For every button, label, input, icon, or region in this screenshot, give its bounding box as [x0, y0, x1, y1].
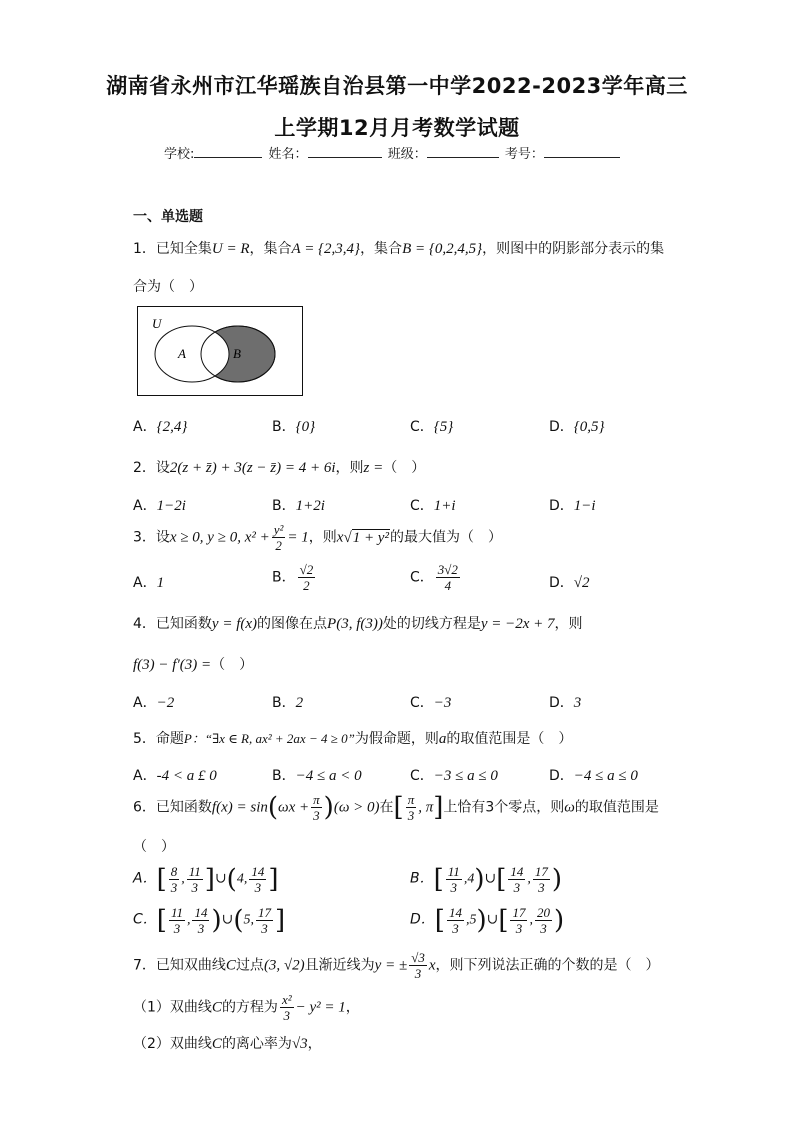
fraction-numerator: x²	[281, 992, 292, 1007]
class-label: 班级：	[387, 147, 427, 162]
fraction-denominator: 3	[513, 880, 521, 895]
q7-text: 且渐近线为	[304, 957, 375, 974]
q5-text: 为假命题，则	[354, 731, 439, 747]
fraction-denominator: 3	[538, 880, 545, 895]
fraction-numerator: 20	[536, 905, 550, 920]
q4-expression: f(3) − f′(3) =	[133, 657, 212, 673]
fraction-denominator: 3	[173, 921, 181, 936]
option-text: 1−i	[573, 498, 596, 514]
fraction-numerator: 14	[251, 864, 265, 879]
q6-condition: (ω > 0)	[333, 799, 380, 816]
section-title: 一、单选题	[133, 209, 203, 225]
q7-curve: C	[211, 999, 222, 1016]
q7-asymptote: y = ±	[374, 957, 408, 974]
q1-text: ，集合	[360, 241, 403, 257]
q6-omega: ω	[564, 799, 575, 816]
q4-point: P(3, f(3))	[327, 616, 383, 632]
q7-asymptote-slope	[409, 950, 427, 981]
school-blank[interactable]	[194, 145, 262, 158]
fraction-numerator: π	[313, 792, 320, 807]
option-label: B．	[272, 419, 296, 435]
q5-option-d[interactable]	[549, 765, 638, 785]
option-text: −4 ≤ a ≤ 0	[573, 768, 638, 784]
interval-value: 4,	[236, 871, 248, 887]
q2-option-c[interactable]	[410, 495, 456, 515]
option-text: {0}	[295, 419, 316, 435]
option-label: A．	[133, 419, 157, 435]
q3-fraction	[272, 522, 286, 553]
option-label: B．	[272, 768, 296, 784]
fraction-numerator: 3√2	[437, 562, 458, 577]
q7-text: ，则下列说法正确的个数的是（ ）	[435, 957, 660, 974]
option-label: B．	[272, 569, 296, 586]
q5-option-b[interactable]	[272, 765, 362, 785]
option-label: D．	[549, 575, 574, 591]
q1-stem	[133, 238, 664, 258]
q7-text: ，	[307, 1036, 322, 1052]
q5-a: a	[438, 731, 447, 747]
fraction-numerator: 14	[194, 905, 208, 920]
q6-text: 的取值范围是	[574, 799, 659, 816]
q3-equals: = 1	[287, 529, 309, 546]
option-text: {2,4}	[156, 419, 188, 435]
q3-stem	[133, 522, 502, 553]
q6-pi-over-3	[311, 792, 322, 823]
q3-option-c[interactable]	[410, 562, 462, 593]
option-label: C．	[410, 419, 434, 435]
q1-set-a: A = {2,3,4}	[291, 241, 361, 257]
q2-text: ，则	[335, 460, 364, 476]
q7-equation-fraction	[280, 992, 294, 1023]
fraction-denominator: 3	[191, 880, 198, 895]
q1-text: ，则图中的阴影部分表示的集	[482, 241, 665, 257]
fraction-numerator: y²	[273, 522, 284, 537]
q4-option-d[interactable]	[549, 692, 581, 712]
fraction-denominator: 2	[275, 538, 282, 553]
option-text: 1+i	[433, 498, 456, 514]
q1-text: 1．已知全集	[133, 241, 212, 257]
q4-text: 处的切线方程是	[382, 616, 481, 632]
q7-text: 过点	[235, 957, 264, 974]
option-label: C．	[410, 569, 434, 586]
option-text: −3	[433, 695, 452, 711]
option-label: C．	[410, 695, 434, 711]
fraction-numerator: √3	[411, 950, 425, 965]
fraction-denominator: 3	[450, 880, 458, 895]
fraction-denominator: 2	[303, 578, 310, 593]
fraction-numerator: 11	[447, 864, 460, 879]
option-text: -4 < a £ 0	[156, 768, 217, 784]
fraction-numerator: √2	[299, 562, 314, 577]
q6-interval-start	[406, 792, 417, 823]
fraction-numerator: 17	[258, 905, 272, 920]
exam-number-label: 考号：	[504, 147, 544, 162]
q3-text: 3．设	[133, 529, 170, 546]
fraction-numerator: 11	[188, 864, 201, 879]
q7-curve: C	[225, 957, 236, 974]
venn-label-u: U	[152, 316, 162, 331]
option-label: C．	[410, 768, 434, 784]
q3-option-d[interactable]	[549, 572, 590, 592]
q7-text: ，	[345, 999, 360, 1016]
name-label: 姓名：	[268, 147, 308, 162]
q6-text: 6．已知函数	[133, 799, 212, 816]
sqrt-radicand: 1 + y²	[352, 529, 389, 546]
q4-option-c[interactable]	[410, 692, 451, 712]
option-text: −3 ≤ a ≤ 0	[433, 768, 498, 784]
q7-text: 7．已知双曲线	[133, 957, 226, 974]
q1-universal-set: U = R	[211, 241, 250, 257]
q5-stem	[133, 728, 572, 748]
interval-value: 4	[467, 871, 475, 887]
q6-option-d[interactable]: D．[ $\frac{14}{3}$ ,5)∪[ $\frac{17}{3}$ , $\frac{20}{3}$ )	[410, 905, 565, 936]
q6-text: 上恰有3个零点，则	[443, 799, 565, 816]
option-fraction	[436, 562, 460, 593]
q2-text: 2．设	[133, 460, 170, 476]
q6-text: 在	[379, 799, 394, 816]
fraction-denominator: 3	[515, 921, 523, 936]
fraction-numerator: 8	[170, 864, 178, 879]
fraction-numerator: 14	[448, 905, 462, 920]
q1-stem-cont: 合为（ ）	[133, 279, 203, 295]
fraction-numerator: 11	[170, 905, 183, 920]
option-text: 1−2i	[156, 498, 186, 514]
union-symbol: ∪	[484, 871, 497, 887]
q7-eccentricity: √3	[291, 1036, 308, 1052]
option-label: A．	[133, 768, 157, 784]
q4-text: 4．已知函数	[133, 616, 212, 632]
q4-stem	[133, 613, 583, 633]
q6-option-c[interactable]: C．[ $\frac{11}{3}$ , $\frac{14}{3}$ )∪(5, $\frac{17}{3}$ ]	[133, 905, 286, 936]
option-label: A．	[133, 498, 157, 514]
q3-text: ，则	[308, 529, 337, 546]
q7-text: （2）双曲线	[133, 1036, 212, 1052]
q4-option-a[interactable]	[133, 692, 174, 712]
q6-argument: ωx +	[278, 799, 310, 816]
interval-value: 5,	[243, 912, 255, 928]
title-line-1: 湖南省永州市江华瑶族自治县第一中学2022-2023学年高三	[106, 74, 688, 98]
q6-interval-end: , π	[418, 799, 434, 816]
option-text: −4 ≤ a < 0	[295, 768, 362, 784]
option-label: B．	[272, 498, 296, 514]
q3-x: x	[336, 529, 344, 546]
q7-asymptote-x: x	[428, 957, 436, 974]
option-fraction	[298, 562, 316, 593]
fraction-numerator: 14	[510, 864, 524, 879]
fraction-denominator: 3	[313, 808, 320, 823]
option-label: D．	[549, 695, 574, 711]
q2-stem	[133, 457, 425, 477]
option-label: A．	[133, 695, 157, 711]
q3-condition: x ≥ 0, y ≥ 0, x² +	[169, 529, 270, 546]
student-info-fields	[164, 143, 622, 162]
venn-diagram	[137, 306, 303, 396]
q5-option-a[interactable]	[133, 765, 217, 785]
option-label: B．	[410, 870, 434, 887]
q3-option-b[interactable]	[272, 562, 317, 593]
q1-option-a[interactable]	[133, 416, 187, 436]
q6-function: f(x) = sin	[211, 799, 268, 816]
q1-text: ，集合	[249, 241, 292, 257]
q4-option-b[interactable]	[272, 692, 303, 712]
exam-number-blank[interactable]	[544, 145, 620, 158]
q1-option-c[interactable]	[410, 416, 453, 436]
option-label: D．	[549, 768, 574, 784]
q7-text: （1）双曲线	[133, 999, 212, 1016]
title-line-2: 上学期12月月考数学试题	[274, 116, 520, 140]
q7-text: 的离心率为	[221, 1036, 292, 1052]
option-label: C．	[133, 911, 157, 928]
q1-set-b: B = {0,2,4,5}	[402, 241, 483, 257]
fraction-denominator: 3	[540, 921, 547, 936]
fraction-numerator: π	[407, 792, 415, 807]
q4-text: 的图像在点	[257, 616, 328, 632]
union-symbol: ∪	[486, 912, 499, 928]
fraction-denominator: 3	[414, 966, 422, 981]
fraction-denominator: 3	[197, 921, 205, 936]
fraction-denominator: 3	[283, 1008, 291, 1023]
q7-statement-2	[133, 1033, 322, 1053]
q1-option-b[interactable]	[272, 416, 315, 436]
option-label: D．	[549, 419, 574, 435]
q5-proposition: P：“∃x ∈ R, ax² + 2ax − 4 ≥ 0”	[183, 731, 355, 746]
q6-option-b[interactable]: B．[ $\frac{11}{3}$ ,4)∪[ $\frac{14}{3}$ , $\frac{17}{3}$ )	[410, 864, 563, 895]
q6-option-a[interactable]: A．[ $\frac{8}{3}$ , $\frac{11}{3}$ ]∪(4, $\frac{14}{3}$ ]	[133, 864, 279, 895]
option-label: D．	[549, 498, 574, 514]
option-label: B．	[272, 695, 296, 711]
option-text: √2	[573, 575, 590, 591]
name-blank[interactable]	[308, 145, 382, 158]
fraction-numerator: 17	[512, 905, 526, 920]
q1-option-d[interactable]	[549, 416, 605, 436]
option-text: {0,5}	[573, 419, 605, 435]
q4-stem-cont	[133, 654, 253, 674]
q5-text: 5．命题	[133, 731, 184, 747]
option-label: C．	[410, 498, 434, 514]
option-text: 1+2i	[295, 498, 325, 514]
option-text: 1	[156, 575, 165, 591]
fraction-denominator: 3	[261, 921, 268, 936]
q2-z: z =	[363, 460, 384, 476]
q2-option-d[interactable]	[549, 495, 596, 515]
q2-option-b[interactable]	[272, 495, 325, 515]
option-label: A．	[133, 870, 157, 887]
q2-equation: 2(z + z̄) + 3(z − z̄) = 4 + 6i	[169, 460, 336, 476]
q7-point: (3, √2)	[263, 957, 305, 974]
q6-stem-cont: （ ）	[133, 839, 175, 855]
option-text: {5}	[433, 419, 454, 435]
q7-statement-1	[133, 992, 360, 1023]
venn-label-a: A	[178, 346, 186, 361]
venn-set-a-circle	[155, 326, 229, 382]
q7-text: 的方程为	[221, 999, 278, 1016]
q6-stem: 6．已知函数f(x) = sin(ωx + $\frac{\pi}{3}$ )(ω > 0)在[ $\frac{\pi}{3}$ , π]上恰有3个零点，则ω的取值范围是	[133, 792, 659, 823]
q7-stem	[133, 950, 660, 981]
fraction-denominator: 3	[452, 921, 459, 936]
interval-value: 5	[469, 912, 477, 928]
fraction-denominator: 3	[407, 808, 415, 823]
option-label: D．	[410, 911, 435, 928]
q7-curve: C	[211, 1036, 222, 1052]
union-symbol: ∪	[214, 871, 227, 887]
venn-label-b: B	[233, 346, 241, 361]
school-label: 学校:	[164, 147, 195, 162]
q2-option-a[interactable]	[133, 495, 186, 515]
class-blank[interactable]	[427, 145, 499, 158]
q2-text: （ ）	[383, 460, 426, 476]
option-text: 3	[573, 695, 582, 711]
fraction-denominator: 3	[254, 880, 262, 895]
option-text: −2	[156, 695, 175, 711]
option-text: 2	[295, 695, 304, 711]
q3-sqrt: √1 + y²	[343, 529, 389, 546]
q4-function: y = f(x)	[211, 616, 258, 632]
q4-text: （ ）	[211, 657, 254, 673]
q5-option-c[interactable]	[410, 765, 498, 785]
q7-equation-rest: − y² = 1	[295, 999, 346, 1016]
q3-text: 的最大值为（ ）	[389, 529, 502, 546]
fraction-denominator: 3	[170, 880, 178, 895]
union-symbol: ∪	[221, 912, 234, 928]
fraction-numerator: 17	[534, 864, 548, 879]
option-label: A．	[133, 575, 157, 591]
q5-text: 的取值范围是（ ）	[446, 731, 573, 747]
fraction-denominator: 4	[444, 578, 452, 593]
q4-tangent-line: y = −2x + 7	[480, 616, 555, 632]
q4-text: ，则	[554, 616, 583, 632]
q3-option-a[interactable]	[133, 572, 164, 592]
